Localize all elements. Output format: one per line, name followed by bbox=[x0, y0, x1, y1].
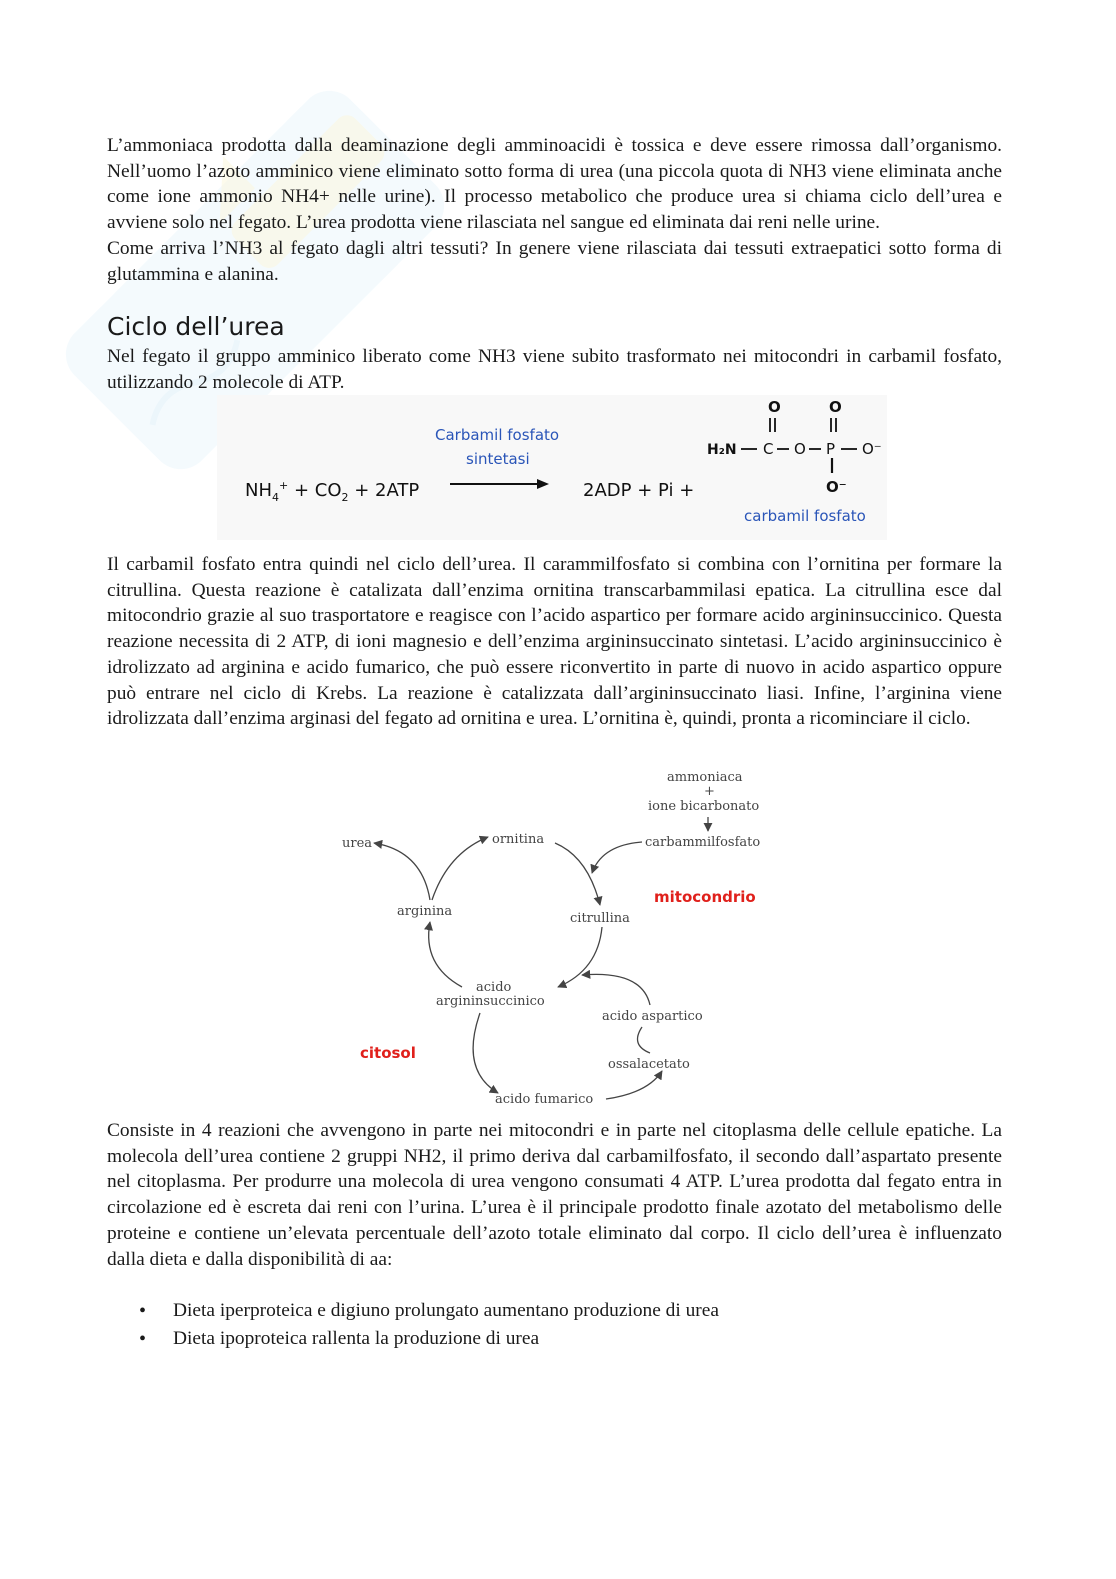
intro-paragraph-2: Come arriva l’NH3 al fegato dagli altri tessuti? In genere viene rilasciata dai tessuti extraepatici sotto forma di glutammina e alanina. bbox=[107, 237, 1002, 285]
label-plus: + bbox=[704, 784, 715, 799]
svg-text:H₂N: H₂N bbox=[707, 442, 737, 458]
label-argininsuccinico: argininsuccinico bbox=[436, 994, 545, 1009]
enzyme-label-2: sintetasi bbox=[466, 450, 530, 468]
carbamil-text bbox=[107, 344, 1002, 395]
label-acido-aspartico: acido aspartico bbox=[602, 1009, 703, 1024]
reaction-equation bbox=[217, 395, 887, 540]
label-ornitina: ornitina bbox=[492, 832, 545, 847]
label-urea: urea bbox=[342, 836, 373, 851]
label-citosol: citosol bbox=[360, 1044, 416, 1062]
label-ammoniaca: ammoniaca bbox=[667, 770, 743, 785]
carbamil-paragraph: Nel fegato il gruppo amminico liberato come NH3 viene subito trasformato nei mitocondri in carbamil fosfato, utilizzando 2 molecole di ATP. bbox=[107, 346, 1002, 393]
reaction-arrowhead bbox=[537, 479, 549, 489]
products: 2ADP + Pi + bbox=[583, 480, 695, 501]
intro-paragraph-1: L’ammoniaca prodotta dalla deaminazione degli amminoacidi è tossica e deve essere rimossa dall’organismo. Nell’uomo l’azoto amminico viene eliminato sotto forma di urea (una piccola quota di NH3 viene eliminata anche come ione ammonio NH4+ nelle urine). Il processo metabolico che produce urea si chiama ciclo dell’urea e avviene solo nel fegato. L’urea prodotta viene rilasciata nel sangue ed eliminata dai reni nelle urine. bbox=[107, 135, 1002, 234]
svg-text:O⁻: O⁻ bbox=[862, 440, 882, 458]
cycle-paragraph: Il carbamil fosfato entra quindi nel ciclo dell’urea. Il carammilfosfato si combina con l’ornitina per formare la citrullina. Questa reazione è catalizata dall’enzima ornitina transcarbammilasi epatica. La citrullina esce dal mitocondrio grazie al suo trasportatore e reagisce con l’acido aspartico per formare acido argininsuccinico. Questa reazione necessita di 2 ATP, di ioni magnesio e dell’enzima argininsuccinato sintetasi. L’acido argininsuccinico è idrolizzato ad arginina e acido fumarico, che può essere riconvertito in parte di nuovo in acido aspartico oppure può entrare nel ciclo di Krebs. La reazione è catalizzata dall’argininsuccinato liasi. Infine, l’arginina viene idrolizzata dall’enzima arginasi del fegato ad ornitina e urea. L’ornitina è, quindi, pronta a ricominciare il ciclo. bbox=[107, 554, 1002, 730]
label-ossalacetato: ossalacetato bbox=[608, 1057, 690, 1072]
summary-paragraph: Consiste in 4 reazioni che avvengono in parte nei mitocondri e in parte nel citoplasma delle cellule epatiche. La molecola dell’urea contiene 2 gruppi NH2, il primo deriva dal carbamilfosfato, il secondo dall’aspartato presente nel citoplasma. Per produrre una molecola di urea vengono consumati 4 ATP. L’urea prodotta dal fegato entra in circolazione ed è escreta dai reni con l’urina. L’urea è il principale prodotto finale azotato del metabolismo delle proteine e contiene un’elevata percentuale dell’azoto totale eliminato dal corpo. Il ciclo dell’urea è influenzato dalla dieta e dalla disponibilità di aa: bbox=[107, 1120, 1002, 1270]
reactants: $NH_4^+ + CO_2 + 2ATP$ bbox=[245, 479, 420, 504]
svg-text:O: O bbox=[829, 398, 842, 416]
enzyme-label-1: Carbamil fosfato bbox=[435, 426, 560, 444]
label-bicarbonato: ione bicarbonato bbox=[648, 799, 760, 814]
summary-text bbox=[107, 1118, 1002, 1272]
section-heading: Ciclo dell’urea bbox=[107, 312, 285, 341]
label-mitocondrio: mitocondrio bbox=[654, 888, 756, 906]
svg-text:C: C bbox=[763, 440, 774, 458]
label-acido-fumarico: acido fumarico bbox=[495, 1092, 594, 1107]
label-carbammilfosfato: carbammilfosfato bbox=[645, 835, 761, 850]
label-citrullina: citrullina bbox=[570, 911, 630, 926]
svg-text:P: P bbox=[826, 440, 836, 458]
cycle-text bbox=[107, 552, 1002, 732]
bullet-item: • Dieta iperproteica e digiuno prolungato aumentano produzione di urea bbox=[107, 1297, 719, 1325]
svg-text:O⁻: O⁻ bbox=[826, 478, 847, 496]
label-arginina: arginina bbox=[397, 904, 453, 919]
urea-cycle-diagram bbox=[330, 765, 790, 1110]
product-name-label: carbamil fosfato bbox=[744, 507, 866, 525]
svg-text:O: O bbox=[768, 398, 781, 416]
svg-text:O: O bbox=[794, 440, 806, 458]
bullet-item: • Dieta ipoproteica rallenta la produzione di urea bbox=[107, 1325, 719, 1353]
bullet-list bbox=[107, 1297, 719, 1353]
label-acido: acido bbox=[476, 980, 512, 995]
intro-text bbox=[107, 133, 1002, 287]
carbamil-fosfato-formula bbox=[707, 398, 882, 496]
